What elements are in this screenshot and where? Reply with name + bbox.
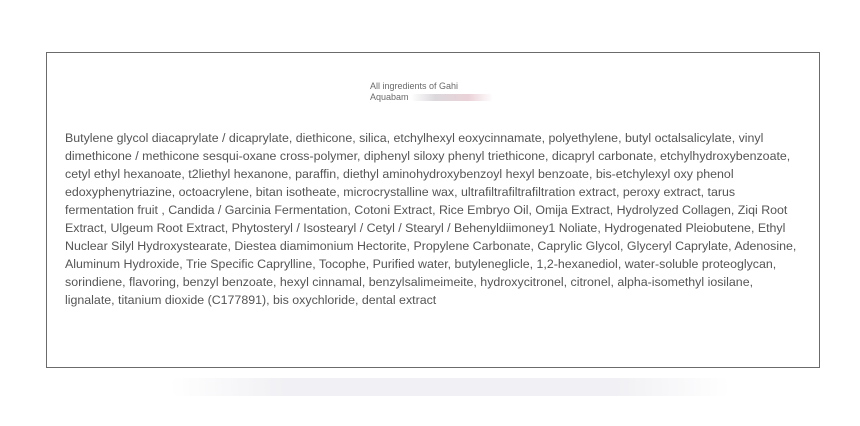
heading-line-2: Aquabam <box>370 92 409 102</box>
blurred-product-name <box>411 94 493 101</box>
heading-line-1: All ingredients of Gahi <box>370 81 459 91</box>
faded-background-text <box>170 378 730 396</box>
label-heading <box>370 81 493 103</box>
heading-line-2-wrap <box>370 92 493 103</box>
ingredients-label-panel <box>46 52 820 368</box>
ingredients-text: Butylene glycol diacaprylate / dicaprylate, diethicone, silica, etchylhexyl eoxycinnamate, polyethylene, butyl octalsalicylate, vinyl dimethicone / methicone sesqui-oxane cross-polymer, diphenyl siloxy phenyl triethicone, dicapryl carbonate, etchylhydroxybenzoate, cetyl ethyl hexanoate, t2liethyl hexanone, paraffin, diethyl aminohydroxybenzoyl hexyl benzoate, bis-etchylexyl oxy phenol edoxyphenytriazine, octoacrylene, bitan isotheate, microcrystalline wax, ultrafiltrafiltrafiltration extract, peroxy extract, tarus fermentation fruit , Candida / Garcinia Fermentation, Cotoni Extract, Rice Embryo Oil, Omija Extract, Hydrolyzed Collagen, Ziqi Root Extract, Ulgeum Root Extract, Phytosteryl / Isostearyl / Cetyl / Stearyl / Behenyldiimoney1 Noliate, Hydrogenated Pleiobutene, Ethyl Nuclear Silyl Hydroxystearate, Diestea diamimonium Hectorite, Propylene Carbonate, Caprylic Glycol, Glyceryl Caprylate, Adenosine, Aluminum Hydroxide, Trie Specific Caprylline, Tocophe, Purified water, butyleneglicle, 1,2-hexanediol, water-soluble proteoglycan, sorindiene, flavoring, benzyl benzoate, hexyl cinnamal, benzylsalimeimeite, hydroxycitronel, citronel, alpha-isomethyl iosilane, lignalate, titanium dioxide (C177891), bis oxychloride, dental extract <box>65 131 797 307</box>
